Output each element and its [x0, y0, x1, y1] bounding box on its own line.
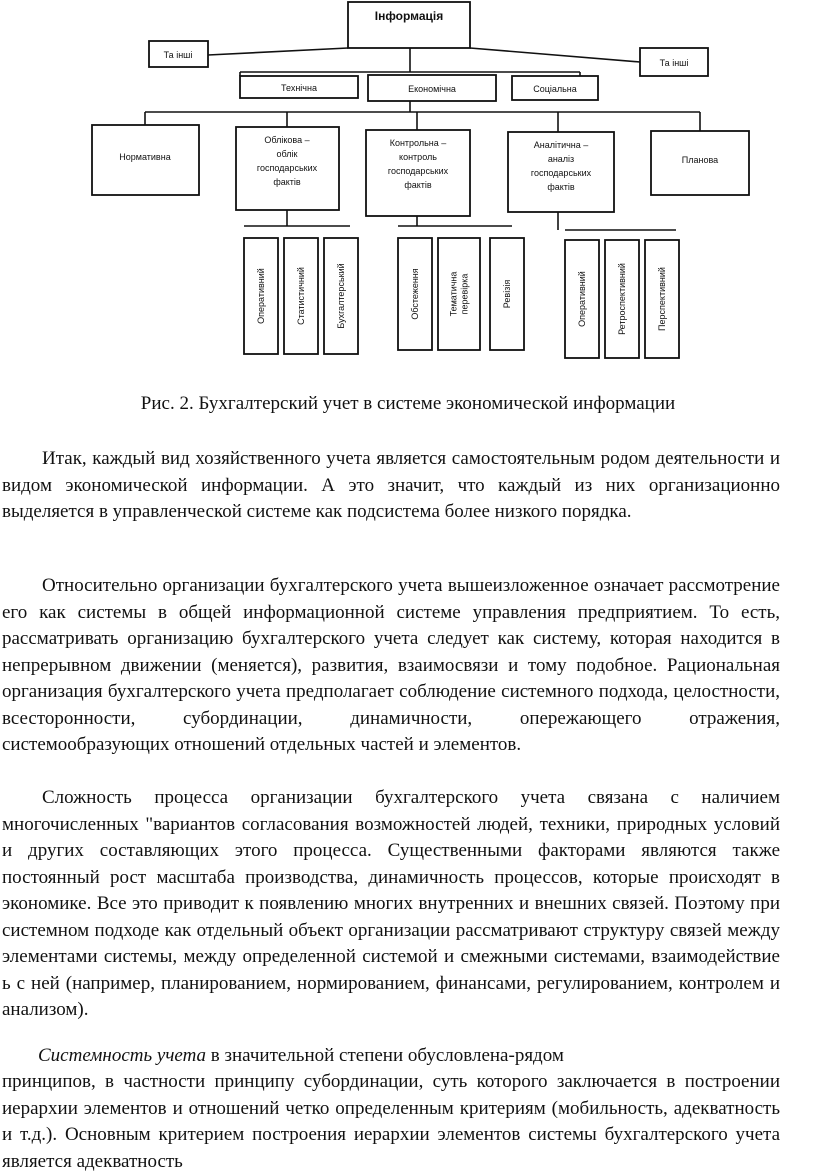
- level3-label: фактів: [273, 177, 301, 187]
- level4-label: Ревізія: [502, 279, 512, 309]
- level4-label: Перспективний: [657, 267, 667, 331]
- paragraph-5: принципов, в частности принципу субординации, суть которого заключается в построении иерархии элементов и отношений четко определенным критериям (мобильность, адекватность и т.д.). Основным критерием построения иерархии элементов системы бухгалтерского учета является адекватность: [2, 1071, 780, 1172]
- level2-label: Економічна: [408, 84, 456, 94]
- level4-label: Обстеження: [410, 268, 420, 320]
- level3-label: господарських: [256, 163, 318, 173]
- level4-label: Оперативний: [577, 271, 587, 327]
- paragraph-4-rest: в значительной степени обусловлена-рядом: [206, 1045, 564, 1066]
- level3-label: Облікова –: [264, 135, 310, 145]
- figure-caption: Рис. 2. Бухгалтерский учет в системе экономической информации: [140, 393, 676, 414]
- hierarchy-diagram: [0, 0, 816, 380]
- other-left-label: Та інші: [163, 50, 193, 60]
- level3-label: аналіз: [547, 154, 575, 164]
- level3-label: облік: [276, 149, 298, 159]
- level4-label: Статистичний: [296, 267, 306, 325]
- level2-label: Технічна: [281, 83, 317, 93]
- level3-label: Планова: [681, 155, 719, 165]
- level3-label: Аналітична –: [533, 140, 589, 150]
- paragraph-1: Итак, каждый вид хозяйственного учета является самостоятельным родом деятельности и видом экономической информации. А это значит, что каждый из них организационно выделяется в управленческой системе как подсистема более низкого порядка.: [2, 448, 780, 522]
- level4-label: перевірка: [459, 273, 470, 315]
- emphasis-term: Системность учета: [38, 1045, 207, 1066]
- level3-label: господарських: [387, 166, 449, 176]
- level4-label: Оперативний: [256, 268, 266, 324]
- level4-label: Тематична: [448, 271, 459, 317]
- level4-label: Ретроспективний: [617, 263, 627, 335]
- paragraph-3: Сложность процесса организации бухгалтерского учета связана с наличием многочисленных "вариантов согласования возможностей людей, техники, природных условий и других составляющих этого процесса. Существенными факторами являются также постоянный рост масштаба производства, динамичность процессов, которые происходят в экономике. Все это приводит к появлению многих внутренних и внешних связей. Поэтому при системном подходе как отдельный объект организации рассматривают структуру связей между элементами системы, между определенной системой и смежными системами, взаимодействие ь с ней (например, планированием, нормированием, финансами, регулированием, контролем и анализом).: [2, 787, 780, 1020]
- level3-label: господарських: [530, 168, 592, 178]
- level4-label: Бухгалтерський: [336, 263, 346, 329]
- level3-label: фактів: [547, 182, 575, 192]
- root-label: Інформація: [374, 9, 444, 23]
- paragraph-2: Относительно организации бухгалтерского учета вышеизложенное означает рассмотрение его как системы в общей информационной системе управления предприятием. То есть, рассматривать организацию бухгалтерского учета следует как систему, которая находится в непрерывном движении (меняется), развития, взаимосвязи и тому подобное. Рациональная организация бухгалтерского учета предполагает соблюдение системного подхода, целостности, всесторонности, субординации, динамичности, опережающего отражения, системообразующих отношений отдельных частей и элементов.: [2, 575, 780, 755]
- level2-label: Соціальна: [533, 84, 577, 94]
- paragraph-4: [2, 1043, 780, 1070]
- level3-label: Контрольна –: [389, 138, 447, 148]
- other-right-label: Та інші: [659, 58, 689, 68]
- level3-label: фактів: [404, 180, 432, 190]
- level3-label: контроль: [399, 152, 437, 162]
- level3-label: Нормативна: [119, 152, 171, 162]
